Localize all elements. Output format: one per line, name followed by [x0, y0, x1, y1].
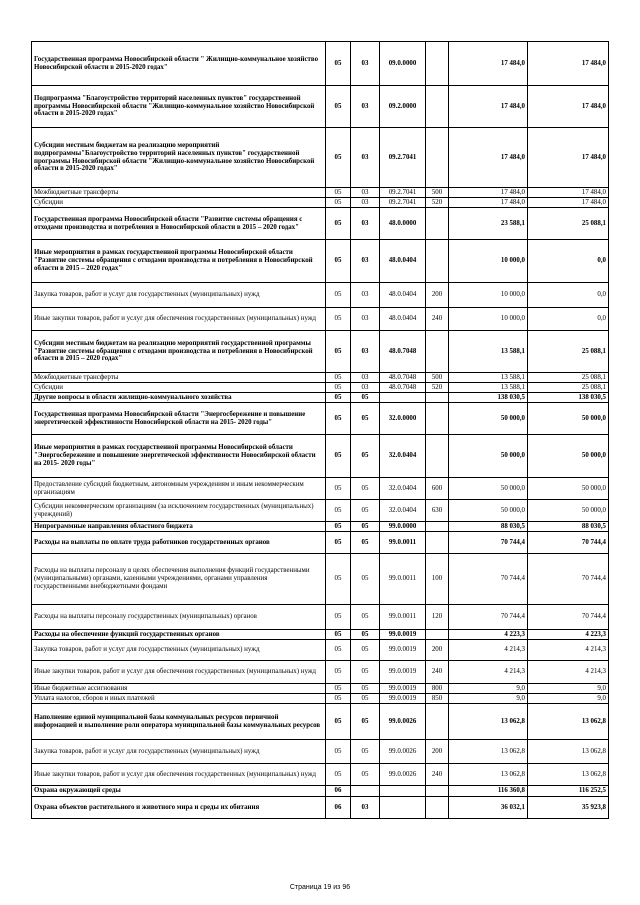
row-name: Иные закупки товаров, работ и услуг для обеспечения государственных (муниципальных) нужд: [32, 661, 326, 684]
row-amount-year1: 17 484,0: [449, 42, 528, 86]
row-amount-year1: 13 588,1: [449, 373, 528, 383]
row-subsection: 03: [351, 373, 380, 383]
row-target-code: 32.0.0404: [380, 435, 426, 478]
row-amount-year2: 17 484,0: [528, 86, 609, 128]
row-section: 05: [326, 331, 351, 373]
row-section: 05: [326, 478, 351, 500]
row-section: 05: [326, 522, 351, 532]
row-target-code: 99.0.0026: [380, 764, 426, 786]
row-name: Закупка товаров, работ и услуг для государственных (муниципальных) нужд: [32, 640, 326, 661]
row-target-code: 99.0.0011: [380, 605, 426, 630]
row-amount-year2: 17 484,0: [528, 188, 609, 198]
row-subsection: 05: [351, 522, 380, 532]
row-section: 05: [326, 383, 351, 393]
row-section: 05: [326, 500, 351, 522]
row-target-code: 99.0.0019: [380, 630, 426, 640]
row-subsection: 05: [351, 605, 380, 630]
row-section: 06: [326, 786, 351, 797]
row-name: Закупка товаров, работ и услуг для государственных (муниципальных) нужд: [32, 283, 326, 308]
budget-rows: [32, 42, 609, 819]
row-name: Охрана объектов растительного и животного мира и среды их обитания: [32, 797, 326, 819]
row-section: 05: [326, 128, 351, 188]
row-target-code: 99.0.0026: [380, 740, 426, 764]
row-amount-year1: 13 062,8: [449, 764, 528, 786]
row-target-code: 09.2.7041: [380, 198, 426, 208]
row-name: Наполнение единой муниципальной базы коммунальных ресурсов первичной информацией и выполнение роли оператора муниципальной базы коммунальных ресурсов: [32, 704, 326, 740]
row-section: 05: [326, 740, 351, 764]
table-row: [32, 500, 609, 522]
table-row: [32, 478, 609, 500]
row-expense-type: [426, 240, 449, 283]
row-name: Иные закупки товаров, работ и услуг для обеспечения государственных (муниципальных) нужд: [32, 764, 326, 786]
row-expense-type: 100: [426, 554, 449, 605]
row-expense-type: 630: [426, 500, 449, 522]
row-expense-type: [426, 786, 449, 797]
row-target-code: 48.0.0404: [380, 240, 426, 283]
row-name: Расходы на выплаты персоналу государственных (муниципальных) органов: [32, 605, 326, 630]
row-name: Субсидии местным бюджетам на реализацию мероприятий подпрограммы"Благоустройство территорий населенных пунктов" государственной программы Новосибирской области "Жилищно-коммунальное хозяйство Новосибирской области в 2015-2020 годах": [32, 128, 326, 188]
row-amount-year2: 13 062,8: [528, 740, 609, 764]
table-row: [32, 522, 609, 532]
row-expense-type: [426, 331, 449, 373]
row-amount-year1: 70 744,4: [449, 605, 528, 630]
table-row: [32, 42, 609, 86]
table-row: [32, 308, 609, 331]
row-name: Иные мероприятия в рамках государственной программы Новосибирской области "Развитие системы обращения с отходами производства и потребления в Новосибирской области в 2015 – 2020 годах": [32, 240, 326, 283]
table-row: [32, 383, 609, 393]
row-section: 05: [326, 283, 351, 308]
row-amount-year2: 138 030,5: [528, 393, 609, 403]
row-expense-type: 520: [426, 198, 449, 208]
row-name: Субсидии некоммерческим организациям (за исключением государственных (муниципальных) учреждений): [32, 500, 326, 522]
row-amount-year1: 17 484,0: [449, 86, 528, 128]
row-section: 05: [326, 198, 351, 208]
row-section: 05: [326, 630, 351, 640]
row-target-code: 99.0.0019: [380, 694, 426, 704]
row-amount-year1: 17 484,0: [449, 198, 528, 208]
row-amount-year2: 0,0: [528, 308, 609, 331]
row-amount-year2: 25 088,1: [528, 331, 609, 373]
row-amount-year2: 17 484,0: [528, 198, 609, 208]
table-row: [32, 797, 609, 819]
row-section: 05: [326, 532, 351, 554]
row-expense-type: [426, 403, 449, 435]
row-subsection: 03: [351, 128, 380, 188]
row-subsection: 05: [351, 393, 380, 403]
row-name: Расходы на выплаты по оплате труда работников государственных органов: [32, 532, 326, 554]
row-amount-year2: 35 923,8: [528, 797, 609, 819]
row-expense-type: [426, 208, 449, 240]
row-subsection: 05: [351, 764, 380, 786]
row-expense-type: 600: [426, 478, 449, 500]
page-number: Страница 19 из 96: [289, 884, 351, 891]
row-name: Государственная программа Новосибирской области "Развитие системы обращения с отходами производства и потребления в Новосибирской области в 2015 – 2020 годах": [32, 208, 326, 240]
row-amount-year1: 138 030,5: [449, 393, 528, 403]
row-amount-year2: 4 223,3: [528, 630, 609, 640]
table-row: [32, 740, 609, 764]
row-amount-year2: 50 000,0: [528, 478, 609, 500]
row-amount-year1: 17 484,0: [449, 188, 528, 198]
row-amount-year2: 0,0: [528, 283, 609, 308]
row-expense-type: [426, 86, 449, 128]
row-amount-year2: 116 252,5: [528, 786, 609, 797]
row-subsection: 03: [351, 86, 380, 128]
row-target-code: 99.0.0011: [380, 532, 426, 554]
row-expense-type: 200: [426, 640, 449, 661]
row-amount-year1: 50 000,0: [449, 435, 528, 478]
row-amount-year2: 9,0: [528, 694, 609, 704]
row-section: 05: [326, 42, 351, 86]
row-expense-type: 500: [426, 373, 449, 383]
row-name: Непрограммные направления областного бюджета: [32, 522, 326, 532]
row-amount-year1: 9,0: [449, 694, 528, 704]
table-row: [32, 283, 609, 308]
row-amount-year1: 13 062,8: [449, 740, 528, 764]
row-amount-year2: 50 000,0: [528, 403, 609, 435]
row-amount-year1: 4 214,3: [449, 640, 528, 661]
table-row: [32, 373, 609, 383]
row-target-code: 09.2.7041: [380, 128, 426, 188]
table-row: [32, 554, 609, 605]
row-subsection: 05: [351, 532, 380, 554]
row-expense-type: [426, 532, 449, 554]
row-amount-year1: 9,0: [449, 684, 528, 694]
row-subsection: 05: [351, 640, 380, 661]
row-name: Охрана окружающей среды: [32, 786, 326, 797]
table-row: [32, 188, 609, 198]
row-subsection: 03: [351, 42, 380, 86]
row-target-code: 09.0.0000: [380, 42, 426, 86]
row-subsection: 03: [351, 331, 380, 373]
table-row: [32, 403, 609, 435]
table-row: [32, 435, 609, 478]
row-amount-year2: 25 088,1: [528, 373, 609, 383]
row-amount-year1: 13 588,1: [449, 331, 528, 373]
row-section: 05: [326, 435, 351, 478]
row-expense-type: 240: [426, 764, 449, 786]
row-expense-type: 200: [426, 283, 449, 308]
row-target-code: [380, 786, 426, 797]
row-expense-type: 520: [426, 383, 449, 393]
row-expense-type: 200: [426, 740, 449, 764]
row-name: Предоставление субсидий бюджетным, автономным учреждениям и иным некоммерческим организациям: [32, 478, 326, 500]
row-amount-year2: 25 088,1: [528, 208, 609, 240]
row-amount-year1: 50 000,0: [449, 500, 528, 522]
row-section: 05: [326, 86, 351, 128]
row-name: Межбюджетные трансферты: [32, 373, 326, 383]
table-row: [32, 630, 609, 640]
row-target-code: 48.0.0000: [380, 208, 426, 240]
row-target-code: 32.0.0404: [380, 478, 426, 500]
row-subsection: 03: [351, 383, 380, 393]
row-subsection: 05: [351, 554, 380, 605]
row-expense-type: 800: [426, 684, 449, 694]
row-section: 05: [326, 764, 351, 786]
row-subsection: 05: [351, 478, 380, 500]
row-amount-year1: 50 000,0: [449, 478, 528, 500]
row-subsection: 03: [351, 797, 380, 819]
table-row: [32, 640, 609, 661]
row-subsection: 05: [351, 661, 380, 684]
row-amount-year2: 4 214,3: [528, 640, 609, 661]
row-name: Расходы на обеспечение функций государственных органов: [32, 630, 326, 640]
row-subsection: 03: [351, 240, 380, 283]
row-target-code: 48.0.7048: [380, 373, 426, 383]
row-target-code: 99.0.0000: [380, 522, 426, 532]
row-expense-type: 500: [426, 188, 449, 198]
row-amount-year1: 4 214,3: [449, 661, 528, 684]
row-expense-type: 240: [426, 661, 449, 684]
row-amount-year2: 50 000,0: [528, 500, 609, 522]
row-target-code: [380, 797, 426, 819]
table-row: [32, 331, 609, 373]
row-name: Закупка товаров, работ и услуг для государственных (муниципальных) нужд: [32, 740, 326, 764]
row-name: Межбюджетные трансферты: [32, 188, 326, 198]
row-target-code: 99.0.0011: [380, 554, 426, 605]
row-expense-type: 120: [426, 605, 449, 630]
row-amount-year2: 25 088,1: [528, 383, 609, 393]
row-target-code: [380, 393, 426, 403]
row-subsection: 05: [351, 500, 380, 522]
row-subsection: 05: [351, 694, 380, 704]
row-expense-type: [426, 630, 449, 640]
row-section: 05: [326, 403, 351, 435]
row-amount-year1: 10 000,0: [449, 308, 528, 331]
row-target-code: 09.2.7041: [380, 188, 426, 198]
row-amount-year1: 23 588,1: [449, 208, 528, 240]
row-section: 06: [326, 797, 351, 819]
row-amount-year1: 13 588,1: [449, 383, 528, 393]
row-amount-year2: 17 484,0: [528, 128, 609, 188]
row-target-code: 09.2.0000: [380, 86, 426, 128]
row-amount-year1: 88 030,5: [449, 522, 528, 532]
row-section: 05: [326, 308, 351, 331]
table-row: [32, 704, 609, 740]
row-section: 05: [326, 684, 351, 694]
row-expense-type: [426, 393, 449, 403]
row-amount-year2: 70 744,4: [528, 554, 609, 605]
row-expense-type: [426, 797, 449, 819]
row-section: 05: [326, 393, 351, 403]
row-amount-year1: 4 223,3: [449, 630, 528, 640]
row-target-code: 99.0.0026: [380, 704, 426, 740]
table-row: [32, 208, 609, 240]
row-section: 05: [326, 704, 351, 740]
row-target-code: 99.0.0019: [380, 684, 426, 694]
row-name: Другие вопросы в области жилищно-коммунального хозяйства: [32, 393, 326, 403]
row-name: Государственная программа Новосибирской области "Энергосбережение и повышение энергетической эффективности Новосибирской области на 2015- 2020 годы": [32, 403, 326, 435]
row-target-code: 99.0.0019: [380, 640, 426, 661]
row-expense-type: [426, 42, 449, 86]
row-expense-type: 240: [426, 308, 449, 331]
table-row: [32, 86, 609, 128]
table-row: [32, 764, 609, 786]
row-section: 05: [326, 605, 351, 630]
table-row: [32, 240, 609, 283]
row-subsection: 05: [351, 704, 380, 740]
row-amount-year2: 50 000,0: [528, 435, 609, 478]
row-subsection: 03: [351, 188, 380, 198]
row-subsection: 05: [351, 684, 380, 694]
row-subsection: 03: [351, 208, 380, 240]
table-row: [32, 786, 609, 797]
row-target-code: 48.0.0404: [380, 308, 426, 331]
row-subsection: 05: [351, 403, 380, 435]
row-name: Подпрограмма "Благоустройство территорий населенных пунктов" государственной программы Новосибирской области "Жилищно-коммунальное хозяйство Новосибирской области в 2015-2020 годах": [32, 86, 326, 128]
row-name: Субсидии местным бюджетам на реализацию мероприятий государственной программы "Развитие системы обращения с отходами производства и потребления в Новосибирской области в 2015 – 2020 годах": [32, 331, 326, 373]
row-amount-year1: 13 062,8: [449, 704, 528, 740]
row-amount-year2: 70 744,4: [528, 532, 609, 554]
row-target-code: 48.0.0404: [380, 283, 426, 308]
row-expense-type: [426, 522, 449, 532]
row-name: Субсидии: [32, 198, 326, 208]
row-subsection: 03: [351, 198, 380, 208]
row-expense-type: [426, 704, 449, 740]
row-subsection: 03: [351, 283, 380, 308]
table-row: [32, 661, 609, 684]
row-amount-year1: 10 000,0: [449, 240, 528, 283]
row-amount-year2: 4 214,3: [528, 661, 609, 684]
row-section: 05: [326, 373, 351, 383]
row-section: 05: [326, 240, 351, 283]
row-amount-year1: 17 484,0: [449, 128, 528, 188]
row-amount-year2: 0,0: [528, 240, 609, 283]
row-amount-year1: 70 744,4: [449, 554, 528, 605]
budget-table: [31, 41, 609, 819]
row-section: 05: [326, 640, 351, 661]
row-name: Субсидии: [32, 383, 326, 393]
table-row: [32, 684, 609, 694]
row-amount-year2: 13 062,8: [528, 704, 609, 740]
row-name: Иные бюджетные ассигнования: [32, 684, 326, 694]
row-section: 05: [326, 694, 351, 704]
row-target-code: 48.0.7048: [380, 383, 426, 393]
row-expense-type: [426, 128, 449, 188]
row-subsection: 05: [351, 740, 380, 764]
table-row: [32, 128, 609, 188]
row-expense-type: 850: [426, 694, 449, 704]
row-section: 05: [326, 208, 351, 240]
table-row: [32, 605, 609, 630]
row-name: Расходы на выплаты персоналу в целях обеспечения выполнения функций государственными (муниципальными) органами, казенными учреждениями, органами управления государственными внебюджетными фондами: [32, 554, 326, 605]
table-row: [32, 694, 609, 704]
row-amount-year2: 70 744,4: [528, 605, 609, 630]
row-target-code: 32.0.0404: [380, 500, 426, 522]
row-expense-type: [426, 435, 449, 478]
row-section: 05: [326, 188, 351, 198]
table-row: [32, 198, 609, 208]
row-target-code: 32.0.0000: [380, 403, 426, 435]
row-section: 05: [326, 661, 351, 684]
row-amount-year1: 116 360,8: [449, 786, 528, 797]
row-name: Государственная программа Новосибирской области " Жилищно-коммунальное хозяйство Новосибирской области в 2015-2020 годах": [32, 42, 326, 86]
row-subsection: 05: [351, 630, 380, 640]
row-amount-year1: 10 000,0: [449, 283, 528, 308]
row-amount-year1: 36 032,1: [449, 797, 528, 819]
row-target-code: 99.0.0019: [380, 661, 426, 684]
row-name: Уплата налогов, сборов и иных платежей: [32, 694, 326, 704]
row-amount-year1: 50 000,0: [449, 403, 528, 435]
row-amount-year2: 13 062,8: [528, 764, 609, 786]
row-target-code: 48.0.7048: [380, 331, 426, 373]
row-subsection: 03: [351, 308, 380, 331]
row-amount-year2: 9,0: [528, 684, 609, 694]
row-name: Иные мероприятия в рамках государственной программы Новосибирской области "Энергосбережение и повышение энергетической эффективности Новосибирской области на 2015- 2020 годы": [32, 435, 326, 478]
row-amount-year2: 88 030,5: [528, 522, 609, 532]
table-row: [32, 532, 609, 554]
row-amount-year1: 70 744,4: [449, 532, 528, 554]
row-subsection: [351, 786, 380, 797]
table-row: [32, 393, 609, 403]
row-name: Иные закупки товаров, работ и услуг для обеспечения государственных (муниципальных) нужд: [32, 308, 326, 331]
row-section: 05: [326, 554, 351, 605]
row-subsection: 05: [351, 435, 380, 478]
row-amount-year2: 17 484,0: [528, 42, 609, 86]
